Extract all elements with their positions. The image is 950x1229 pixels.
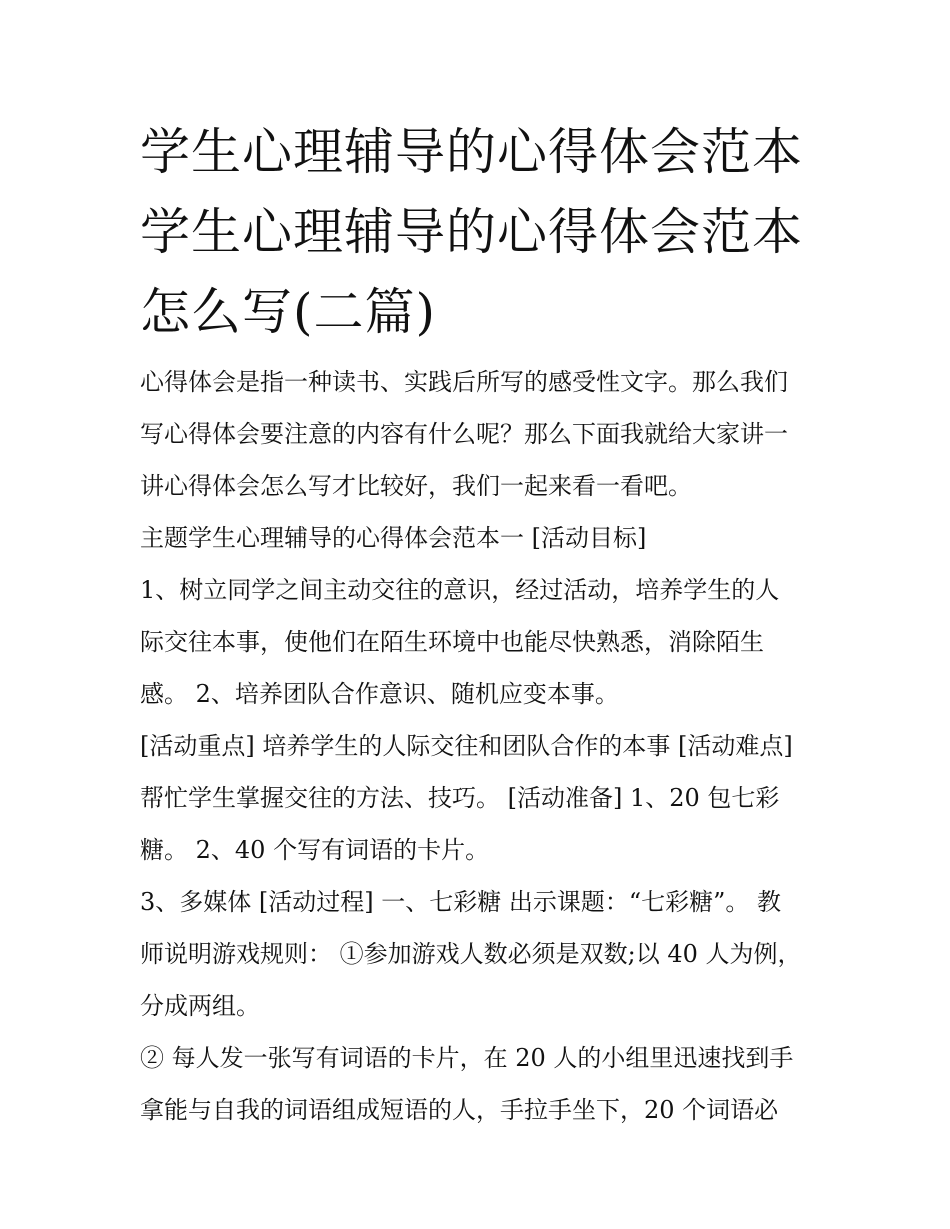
activity-goals-paragraph	[140, 564, 820, 720]
text-line: 心得体会是指一种读书、实践后所写的感受性文字。那么我们	[140, 368, 788, 396]
text-line: 感。 2、培养团队合作意识、随机应变本事。	[140, 680, 619, 708]
text-line: 写心得体会要注意的内容有什么呢？那么下面我就给大家讲一	[140, 420, 788, 448]
text-line: [活动重点] 培养学生的人际交往和团队合作的本事 [活动难点]	[140, 732, 793, 760]
text-line: ② 每人发一张写有词语的卡片，在 20 人的小组里迅速找到手	[140, 1044, 794, 1072]
text-line: 1、树立同学之间主动交往的意识，经过活动，培养学生的人	[140, 576, 780, 604]
text-line: 讲心得体会怎么写才比较好，我们一起来看一看吧。	[140, 472, 692, 500]
document-body	[140, 356, 820, 1136]
text-line: 帮忙学生掌握交往的方法、技巧。 [活动准备] 1、20 包七彩	[140, 784, 780, 812]
title-line: 学生心理辅导的心得体会范本	[140, 123, 803, 181]
activity-focus-paragraph	[140, 720, 820, 876]
text-line: 分成两组。	[140, 992, 260, 1020]
title-line: 怎么写(二篇)	[140, 283, 437, 341]
game-rule-paragraph	[140, 1032, 820, 1136]
text-line: 主题学生心理辅导的心得体会范本一 [活动目标]	[140, 524, 647, 552]
text-line: 际交往本事，使他们在陌生环境中也能尽快熟悉，消除陌生	[140, 628, 764, 656]
intro-paragraph	[140, 356, 820, 512]
title-line: 学生心理辅导的心得体会范本	[140, 203, 803, 261]
activity-process-paragraph	[140, 876, 820, 1032]
text-line: 师说明游戏规则： ①参加游戏人数必须是双数;以 40 人为例，	[140, 940, 802, 968]
text-line: 拿能与自我的词语组成短语的人，手拉手坐下，20 个词语必	[140, 1096, 779, 1124]
section-heading-paragraph	[140, 512, 820, 564]
text-line: 3、多媒体 [活动过程] 一、七彩糖 出示课题：“七彩糖”。 教	[140, 888, 782, 916]
text-line: 糖。 2、40 个写有词语的卡片。	[140, 836, 490, 864]
document-title	[140, 112, 840, 352]
